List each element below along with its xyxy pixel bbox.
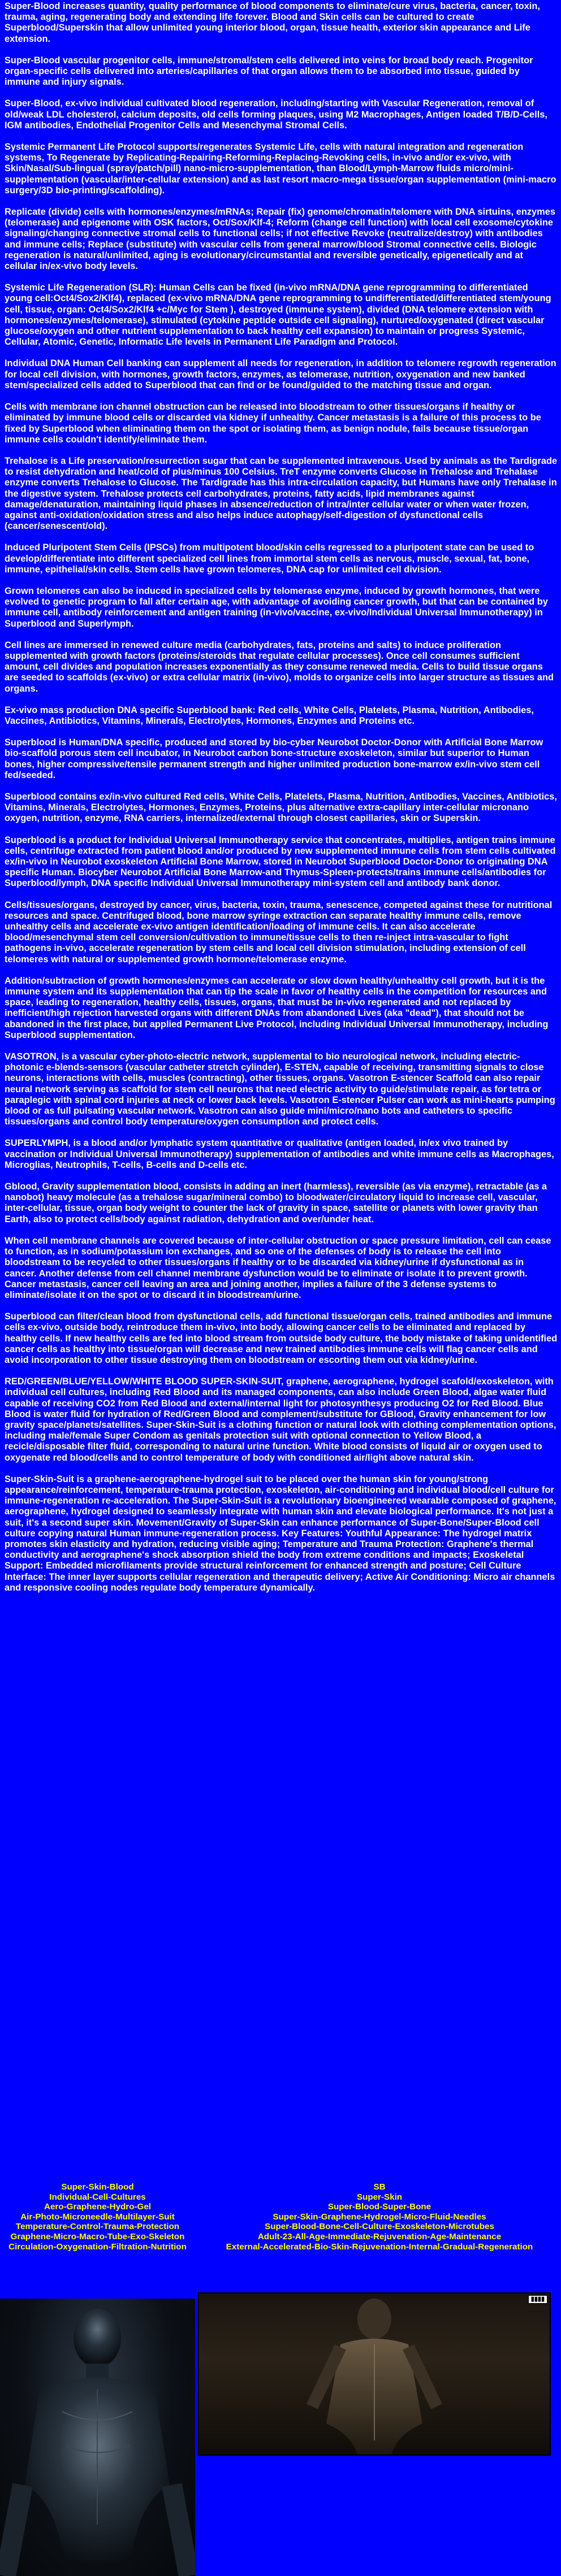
paragraph: Gblood, Gravity supplementation blood, consists in adding an inert (harmless), reversible (as via enzyme), retractable (as a nanobot) heavy molecule (as a trehalose sugar/mineral combo) to bloodwater/circulatory liquid to increase cell, vascular, inter-cellular, tissue, organ body weight to counter the lack of gravity in space, satellite or planets with lower gravity than Earth, also to protect cells/body against radiation, dehydration and over/under heat. xyxy=(5,1181,547,1224)
paragraph: Super-Blood vascular progenitor cells, immune/stromal/stem cells delivered into veins for broad body reach. Progenitor organ-specific cells delivered into arteries/capillaries of that organ allows them to be absorbed into tissue, guided by immune and injury signals. xyxy=(5,55,533,88)
image-badge: ▮▮▮▮ xyxy=(528,2295,547,2304)
paragraph: Superblood is Human/DNA specific, produced and stored by bio-cyber Neurobot Doctor-Donor with Artificial Bone Marrow bio-scaffold porous stem cell incubator, in Neurobot carbon bone-structure exoskeleton, similar but superior to Human bones, higher compressive/tensile permanent strength and higher unlimited production bone-marrow ex/in-vivo stem cell fed/seeded. xyxy=(5,737,543,780)
image-captions xyxy=(0,2182,561,2301)
paragraph: Individual DNA Human Cell banking can supplement all needs for regeneration, in addition to telomere regrowth regeneration for local cell division, with hormones, growth factors, enzymes, as telomerase, nutrition, oxygenation and new banked stem/specialized cells added to Superblood that can find or be found/guided to the matching tissue and organ. xyxy=(5,358,556,390)
paragraph: Trehalose is a Life preservation/resurrection sugar that can be supplemented intravenous. Used by animals as the Tardigrade to resist dehydration and heat/cold of plus/minus 100 Celsius. TreT enzyme converts Glucose in Trehalose and Trehalase enzyme converts Trehalose to Glucose. The Tardigrade has this intra-circulation capacity, but Humans have only Trehalase in the digestive system. Trehalose protects cell carbohydrates, proteins, fatty acids, lipid membranes against damage/denaturation, maintaining liquid phases in absence/reduction of intra/inter cellular water or when water frozen, against anti-oxidation/oxidation stress and also helps induce autophagy/self-digestion of dysfunctional cells (cancer/senescent/old). xyxy=(5,455,558,532)
paragraph: Cells/tissues/organs, destroyed by cancer, virus, bacteria, toxin, trauma, senescence, competed against these for nutritional resources and space. Centrifuged blood, bone marrow syringe extraction can separate healthy immune cells, remove unhealthy cells and accelerate ex-vivo antigen identification/loading of immune cells. It can also accelerate blood/mesenchymal stem cell conversion/cultivation to immune/tissue cells to then re-inject intra-vascular to fight pathogens in-vivo, accelerate regeneration by stem cells and local cell division stimulation, including extension of cell telomeres with natural or supplemented growth hormone/telomerase enzyme. xyxy=(5,900,553,965)
paragraph: Super-Blood increases quantity, quality performance of blood components to eliminate/cure virus, bacteria, cancer, toxin, trauma, aging, regenerating body and extending life forever. Blood and Skin cells can be cultured to create Superblood/Superskin that allow unlimited young interior blood, organ, tissue health, exterior skin appearance and Life extension. xyxy=(5,1,540,44)
paragraph: Systemic Life Regeneration (SLR): Human Cells can be fixed (in-vivo mRNA/DNA gene reprogramming to differentiated young cell:Oct4/Sox2/Klf4), replaced (ex-vivo mRNA/DNA gene reprogramming to undifferentiated/differentiated stem/young cell, tissue, organ: Oct4/Sox2/Klf4 +c/Myc for Stem ), destroyed (immune system), divided (DNA telomere extension with hormones/enzymes/telomerase), stimulated (cytokine peptide outside cell signaling), nurtured/oxygenated (direct vascular glucose/oxygen and other nutrient supplementation to back healthy cell expansion) to maintain or progress Systemic, Cellular, Atomic, Genetic, Informatic Life levels in Permanent Life Paradigm and Protocol. xyxy=(5,283,551,347)
paragraph: Cells with membrane ion channel obstruction can be released into bloodstream to other tissues/organs if healthy or eliminated by immune blood cells or discarded via kidney if unhealthy. Cancer metastasis is a failure of this process to be fixed by Superblood when eliminating them on the spot or isolating them, as benign nodule, fails because tissue/organ immune cells couldn't identify/eliminate them. xyxy=(5,402,541,445)
paragraph: Addition/subtraction of growth hormones/enzymes can accelerate or slow down healthy/unhealthy cell growth, but it is the immune system and its supplementation that can tip the scale in favor of healthy cells in the competition for resources and space, leading to regeneration, healthy cells, tissues, organs, that must be in-vivo regenerated and not replaced by inefficient/high rejection harvested organs with different DNAs from abandoned Lives (aka "dead"), that should not be abandoned in the first place, but applied Permanent Live Protocol, including Individual Universal Immunotherapy, including Superblood supplementation. xyxy=(5,975,549,1040)
left-image-caption xyxy=(0,2182,195,2252)
dark-humanoid-figure-icon xyxy=(0,2299,195,2576)
paragraph: Induced Pluripotent Stem Cells (IPSCs) from multipotent blood/skin cells regressed to a pluripotent state can be used to develop/differentiate into different specialized cell lines from immortal stem cells as nervous, muscle, sexual, fat, bone, immune, epithelial/skin cells. Stem cells have grown telomeres, DNA cap for unlimited cell division. xyxy=(5,542,534,575)
bodysuit-render-icon xyxy=(199,2293,550,2455)
caption-line: SB xyxy=(373,2182,386,2192)
paragraph: Systemic Permanent Life Protocol supports/regenerates Systemic Life, cells with natural integration and regeneration systems, To Regenerate by Replicating-Repairing-Reforming-Replacing-Revoking cells, in-vivo and/or ex-vivo, with Skin/Nasal/Sub-lingual (spray/patch/pill) nano-micro-supplementation, than Blood/Lymph-Marrow fluids micro/mini-supplementation (vascular/inter-cellular extension) and as last resort macro-mega tissue/organ supplementation (mini-macro surgery/3D bio-printing/scaffolding). xyxy=(5,142,556,196)
page xyxy=(0,1,561,2576)
caption-line: Graphene-Micro-Macro-Tube-Exo-Skeleton xyxy=(10,2231,185,2241)
paragraph: Replicate (divide) cells with hormones/enzymes/mRNAs; Repair (fix) genome/chromatin/telomere with DNA sirtuins, enzymes (telomerase) and epigenome with OSK factors, Oct/Sox/Klf-4; Reform (change cell function) with local cell exosome/cytokine signaling/changing connective stromal cells to functional cells; if not effective Revoke (neutralize/destroy) with antibodies and immune cells; Replace (substitute) with vascular cells from general marrow/blood Stromal connective cells. Biologic regeneration is natural/unlimited, aging is evolutionary/circumstantial and reversible genetically, epigenetically and at cellular in/ex-vivo body levels. xyxy=(5,207,555,272)
paragraph: Super-Skin-Suit is a graphene-aerographene-hydrogel suit to be placed over the human skin for young/strong appearance/reinforcement, temperature-trauma protection, exoskeleton, air-conditioning and individual blood/cell culture for immune-regeneration re-acceleration. The Super-Skin-Suit is a revolutionary bioengineered wearable composed of graphene, aerographene, hydrogel designed to seamlessly integrate with human skin and elevate biological performance. It's not just a suit, it's a second super skin. Movement/Gravity of Super-Skin can enhance performance of Super-Bone/Super-Blood cell culture copying natural Human immune-regeneration process. Key Features: Youthful Appearance: The hydrogel matrix promotes skin elasticity and hydration, reducing visible aging; Temperature and Trauma Protection: Graphene's thermal conductivity and aerographene's shock absorption shield the body from extreme conditions and impacts; Exoskeletal Support: Embedded microfilaments provide structural reinforcement for enhanced strength and posture; Cell Culture Interface: The inner layer supports cellular regeneration and therapeutic delivery; Active Air Conditioning: Micro air channels and responsive cooling nodes regulate body temperature dynamically. xyxy=(5,1474,556,1593)
caption-line: Adult-23-All-Age-Immediate-Rejuvenation-Age-Maintenance xyxy=(257,2231,502,2241)
caption-line: Super-Skin-Blood xyxy=(61,2182,134,2192)
caption-line: Individual-Cell-Cultures xyxy=(49,2192,146,2202)
caption-line: Super-Skin xyxy=(356,2192,403,2202)
paragraph: Ex-vivo mass production DNA specific Superblood bank: Red cells, White Cells, Platelets, Plasma, Nutrition, Antibodies, Vaccines, Antibiotics, Vitamins, Minerals, Electrolytes, Hormones, Enzymes and Proteins etc. xyxy=(5,705,534,726)
caption-line: Aero-Graphene-Hydro-Gel xyxy=(44,2202,152,2212)
caption-line: Air-Photo-Microneedle-Multilayer-Suit xyxy=(20,2212,175,2222)
caption-line: Super-Blood-Bone-Cell-Culture-Exoskeleton-Microtubes xyxy=(265,2222,494,2232)
caption-line: Super-Blood-Super-Bone xyxy=(327,2202,431,2212)
super-skin-figure-image xyxy=(0,2299,195,2576)
paragraph: Cell lines are immersed in renewed culture media (carbohydrates, fats, proteins and salts) to induce proliferation supplemented with growth factors (proteins/steroids that regulate cellular processes). Once cell consumes sufficient amount, cell divides and population increases exponentially as they consume renewed media. Cells to build tissue organs are seeded to scaffolds (ex-vivo) or extra cellular matrix (in-vivo), molds to organize cells into larger structure as tissues and organs. xyxy=(5,640,554,694)
paragraph: Superblood is a product for Individual Universal Immunotherapy service that concentrates, multiplies, antigen trains immune cells, centrifuge extracted from patient blood and/or produced by new supplemented immune cells from stem cells cultivated ex/in-vivo in Neurobot exoskeleton Artificial Bone Marrow, stored in Neurobot Superblood Doctor-Donor to originating DNA specific Human. Biocyber Neurobot Artificial Bone Marrow-and Thymus-Spleen-protects/trains immune cells/antibodies for Superblood/lymph, DNA specific Individual Universal Immunotherapy mini-system cell and antibody bank donor. xyxy=(5,835,556,889)
paragraph: VASOTRON, is a vascular cyber-photo-electric network, supplemental to bio neurological network, including electric-photonic e-blends-sensors (vascular catheter stretch cylinder), E-STEN, capable of receiving, transmitting signals to close neurons, interactions with cells, muscles (contracting), other tissues, organs. Vasotron E-stencer Scaffold can also repair neural network serving as scaffold for stem cell neurons that need electric activity to guide/stimulate repair, as for tetra or paraplegic with spinal cord injuries at neck or lower back levels. Vasotron E-stencer Pulser can work as mini-hearts pumping blood or as full pulsating vascular network. Vasotron can also guide mini/micro/nano bots and catheters to specific tissues/organs and control body temperature/oxygen consumption and protect cells. xyxy=(5,1052,555,1127)
caption-line: External-Accelerated-Bio-Skin-Rejuvenation-Internal-Gradual-Regeneration xyxy=(226,2241,533,2252)
caption-line: Super-Skin-Graphene-Hydrogel-Micro-Fluid-Needles xyxy=(273,2212,486,2222)
paragraph: Superblood can filter/clean blood from dysfunctional cells, add functional tissue/organ cells, trained antibodies and immune cells ex-vivo, outside body, reintroduce them in-vivo, into body, allowing cancer cells to be eliminated and replaced by healthy cells. If new healthy cells are fed into blood stream from outside body culture, the body mistake of taking unidentified cancer cells as healthy into tissue/organ will decrease and new trained antibodies immune cells will flag cancer cells and avoid incorporation to other tissue destroying them on bloodstream or escorting them out via kidney/urine. xyxy=(5,1311,558,1365)
paragraph: Grown telomeres can also be induced in specialized cells by telomerase enzyme, induced by growth hormones, that were evolved to genetic program to fall after certain age, with advantage of avoiding cancer growth, but that can be contained by immune cell, antibody reinforcement and antigen training (in-vivo/vaccine, ex-vivo/Individual Universal Immunotherapy) in Superblood and Superlymph. xyxy=(5,585,548,629)
article-body xyxy=(0,1,561,1593)
paragraph: RED/GREEN/BLUE/YELLOW/WHITE BLOOD SUPER-SKIN-SUIT, graphene, aerographene, hydrogel scafold/exoskeleton, with individual cell cultures, including Red Blood and its managed components, can also include Green Blood, algae water fluid capable of receiving CO2 from Red Blood and external/internal light for photosynthesys producing O2 for Red Blood. Blue Blood is water fluid for hydration of Red/Green Blood and complement/substitute for GBlood, Gravity enhancement for low gravity space/planets/satellites. Super-Skin-Suit is a clothing function or natural look with clothing complementation options, including male/female Super Condom as genitals protection suit with optional connection to Yellow Blood, a recicle/disposable filter fluid, corresponding to natural urine function. White blood consists of liquid air or oxygen used to oxygenate red blood/cells and to control temperature of body with conditioned air/light above natural skin. xyxy=(5,1376,556,1463)
caption-line: Circulation-Oxygenation-Filtration-Nutrition xyxy=(8,2241,187,2252)
paragraph: Super-Blood, ex-vivo individual cultivated blood regeneration, including/starting with Vascular Regeneration, removal of old/weak LDL cholesterol, calcium deposits, old cells forming plaques, using M2 Macrophages, Antigen loaded T/B/D-Cells, IGM antibodies, Endothelial Progenitor Cells and Mesenchymal Stromal Cells. xyxy=(5,98,547,131)
caption-line: Temperature-Control-Trauma-Protection xyxy=(15,2222,180,2232)
paragraph: Superblood contains ex/in-vivo cultured Red cells, White Cells, Platelets, Plasma, Nutrition, Antibodies, Vaccines, Antibiotics, Vitamins, Minerals, Electrolytes, Hormones, Enzymes, Proteins, plus alternative extra-capillary inter-cellular micronano oxygen, nutrition, enzyme, RNA carriers, internalized/external through closest capillaries, skin or Superskin. xyxy=(5,791,557,824)
paragraph: SUPERLYMPH, is a blood and/or lymphatic system quantitative or qualitative (antigen loaded, in/ex vivo trained by vaccination or Individual Universal Immunotherapy) supplementation of antibodies and white immune cells as Macrophages, Microglias, Neutrophils, T-cells, B-cells and D-cells etc. xyxy=(5,1138,554,1170)
paragraph: When cell membrane channels are covered because of inter-cellular obstruction or space pressure limitation, cell can cease to function, as in sodium/potassium ion exchanges, and so one of the defenses of body is to release the cell into bloodstream to be recycled to other tissues/organs if healthy or to be discarded via kidney/urine if dysfunctional as in cancer. Another defense from cell channel membrane dysfunction would be to eliminate or isolate it to prevent growth. Cancer metastasis, cancer cell leaving an area and joining another, implies a failure of the 3 defense systems to eliminate/isolate it on the spot or to discard it in bloodstream/urine. xyxy=(5,1235,551,1300)
super-skin-render-image xyxy=(198,2292,551,2456)
right-image-caption xyxy=(198,2182,561,2252)
